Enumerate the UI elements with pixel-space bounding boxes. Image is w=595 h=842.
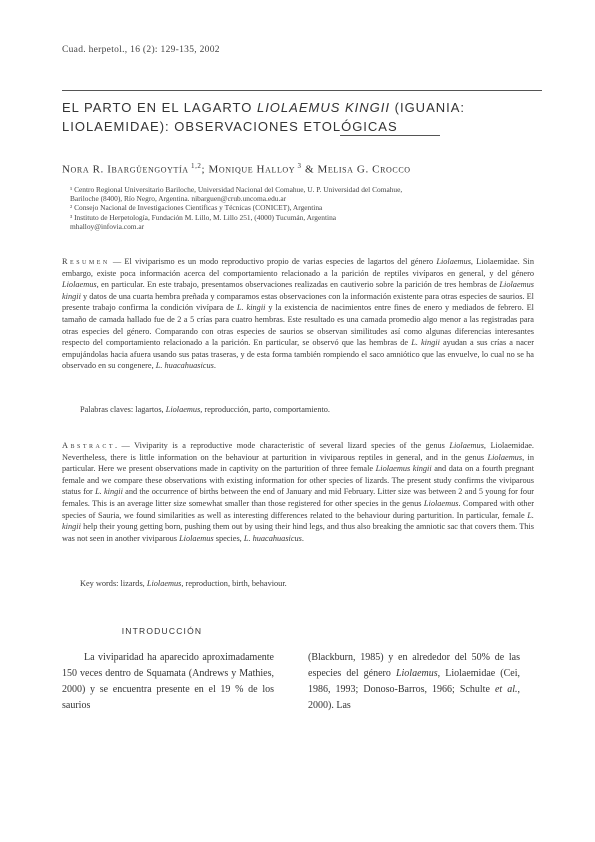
intro-paragraph: La viviparidad ha aparecido aproximadamente 150 veces dentro de Squamata (Andrews y Mathies, 2000) y se encuentra presente en el 19 % de los saurios — [62, 652, 274, 711]
author-3: Melisa G. Crocco — [317, 163, 411, 176]
resumen-label: Resumen — [62, 257, 110, 266]
affiliation-line: ³ Instituto de Herpetología, Fundación M. Lillo, M. Lillo 251, (4000) Tucumán, Argentina — [70, 212, 337, 222]
author-2: Monique Halloy — [208, 163, 296, 176]
palabras-claves: Palabras claves: lagartos, Liolaemus, reproducción, parto, comportamiento. — [80, 405, 331, 414]
intro-left-column — [62, 650, 274, 714]
affiliation-line: Bariloche (8400), Río Negro, Argentina. nibarguen@crub.uncoma.edu.ar — [70, 194, 287, 204]
abstract-label: Abstract — [62, 441, 115, 450]
key-words-label: Key words: — [80, 579, 119, 588]
author-1: Nora R. Ibargüengoytía — [62, 163, 189, 176]
title-line-1: EL PARTO EN EL LAGARTO LIOLAEMUS KINGII (IGUANIA: — [62, 100, 466, 115]
affiliations — [70, 185, 540, 231]
intro-right-column — [308, 650, 520, 714]
journal-reference: Cuad. herpetol., 16 (2): 129-135, 2002 — [62, 45, 220, 55]
affiliation-line: mhalloy@infovia.com.ar — [70, 221, 145, 231]
abstract-paragraph: Abstract. — Viviparity is a reproductive mode characteristic of several lizard species of the genus Liolaemus, Liolaemidae. Nevertheless, there is little information on the behaviour at parturition in viviparous reptiles in general, and in the genus Liolaemus, in particular. Here we present observations made in captivity on the parturition of three female Liolaemus kingii and data on a fourth pregnant female and we compare these observations with existing information for other species of lizards. The present study confirms the viviparous status for L. kingii and the occurrence of births between the end of January and mid February. Litter size was between 2 and 5 young for four females. This is an average litter size somewhat smaller than those registered for other species in the genus Liolaemus. Compared with other species of Sauria, we found similarities as well as interesting differences related to the behaviour during parturition. In particular, female L. kingii help their young getting born, pushing them out by using their hind legs, and thus also breaking the amniotic sac that covers them. This was not seen in another viviparous Liolaemus species, L. huacahuasicus. — [62, 441, 535, 543]
key-words: Key words: lizards, Liolaemus, reproduction, birth, behaviour. — [80, 579, 287, 588]
top-rule — [62, 90, 542, 91]
paper-title — [62, 98, 542, 136]
section-heading-introduccion: INTRODUCCIÓN — [121, 626, 203, 636]
intro-paragraph-continued: (Blackburn, 1985) y en alrededor del 50% de las especies del género Liolaemus, Liolaemidae (Cei, 1986, 1993; Donoso-Barros, 1966; Schulte et al., 2000). Las — [308, 652, 521, 711]
author-list: Nora R. Ibargüengoytía $^{1,2}$; Monique Halloy $^3$ & Melisa G. Crocco — [62, 162, 411, 176]
title-rule — [340, 135, 440, 136]
resumen-paragraph: Resumen — El viviparismo es un modo reproductivo propio de varias especies de lagartos del género Liolaemus, Liolaemidae. Sin embargo, existe poca información acerca del comportamiento relacionado a la parición de reptiles vivíparos en general, y del género Liolaemus, en particular. En este trabajo, presentamos observaciones realizadas en cautiverio sobre la parición de tres hembras de Liolaemus kingii y datos de una cuarta hembra preñada y comparamos estas observaciones con la información existente para otras especies de saurios. El presente trabajo confirma la condición vivípara de L. kingii y la existencia de nacimientos entre fines de enero y mediados de febrero. El tamaño de camada hallado fue de 2 a 5 crías para cuatro hembras. Este resultado es una camada promedio algo menor a las registradas para otras especies del género. Comparando con otras especies de saurios se observan similitudes así como algunas diferencias interesantes respecto del comportamiento relacionado a la parición. En particular, se observó que las hembras de L. kingii ayudan a sus crías a nacer empujándolas hacia afuera usando sus patas traseras, y de esta forma también rompiendo el saco amniótico que las envuelve, lo cual no se ha observado en su congenere, L. huacahuasicus. — [62, 257, 535, 371]
affiliation-line: ¹ Centro Regional Universitario Bariloche, Universidad Nacional del Comahue, U. P. Universidad del Comahue, — [70, 185, 403, 194]
title-species: LIOLAEMUS KINGII — [256, 100, 391, 115]
affiliation-line: ² Consejo Nacional de Investigaciones Científicas y Técnicas (CONICET), Argentina — [70, 203, 323, 213]
title-line-2: LIOLAEMIDAE): OBSERVACIONES ETOLÓGICAS — [62, 119, 398, 134]
palabras-claves-label: Palabras claves: — [80, 405, 134, 414]
